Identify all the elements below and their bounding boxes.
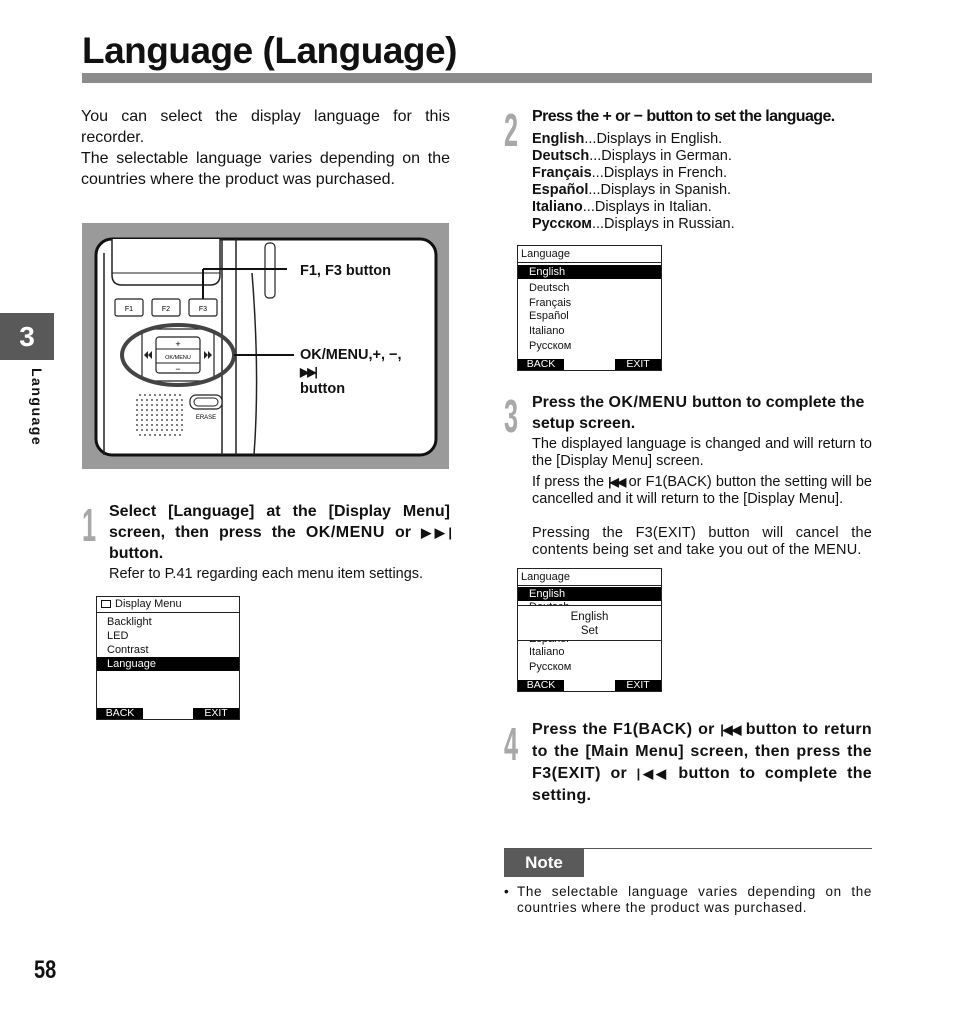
popup-language: English <box>570 611 609 623</box>
language-deutsch: Deutsch...Displays in German. <box>532 148 732 164</box>
f1-label: F1 <box>124 306 134 313</box>
step-3-heading: Press the OK/MENU button to complete the setup screen. <box>532 394 865 432</box>
minus-icon: − <box>633 108 643 125</box>
minus-label: − <box>175 364 181 374</box>
display-menu-screen <box>96 596 240 720</box>
note-body: The selectable language varies depending on the countries where the product was purchased. <box>517 884 872 915</box>
lang-option-italiano: Italiano <box>529 646 565 658</box>
title-divider <box>82 73 872 83</box>
screen-header: Display Menu <box>97 597 239 613</box>
step-1-number: 1 <box>82 499 97 551</box>
step-4-number: 4 <box>504 718 519 770</box>
lang-option-russian: Русском <box>529 661 572 673</box>
popup-set: Set <box>580 625 599 637</box>
language-francais: Français...Displays in French. <box>532 165 728 181</box>
f3-label: F3 <box>198 306 208 313</box>
ok-menu-label: OK/MENU <box>165 355 191 361</box>
erase-label: ERASE <box>195 415 217 421</box>
step-2-number: 2 <box>504 104 519 156</box>
recorder-drawing <box>82 223 449 469</box>
step-1-heading: Select [Language] at the [Display Menu] screen, then press the OK/MENU or ▶▶| button. <box>109 503 450 562</box>
lang-option-italiano: Italiano <box>529 325 565 337</box>
language-list <box>532 131 872 233</box>
language-italiano: Italiano...Displays in Italian. <box>532 199 712 215</box>
language-espanol: Español...Displays in Spanish. <box>532 182 732 198</box>
f2-label: F2 <box>161 306 171 313</box>
lang-option-english: English <box>518 587 661 601</box>
back-softkey: BACK <box>518 359 564 370</box>
monitor-icon <box>101 600 111 608</box>
language-set-screen <box>517 568 662 692</box>
exit-softkey: EXIT <box>615 680 661 691</box>
step-1-note: Refer to P.41 regarding each menu item settings. <box>109 566 424 582</box>
menu-item-language: Language <box>97 657 239 671</box>
exit-softkey: EXIT <box>193 708 239 719</box>
set-confirmation-popup <box>518 605 661 641</box>
intro-paragraph-2: The selectable language varies depending on the countries where the product was purchased. <box>81 150 450 188</box>
page-number: 58 <box>34 956 57 984</box>
step-2-heading: Press the + or − button to set the language. <box>532 108 835 125</box>
device-illustration <box>82 223 449 469</box>
f3-exit-key: F3(EXIT) <box>532 765 601 782</box>
exit-softkey: EXIT <box>615 359 661 370</box>
chapter-tab: 3 <box>0 313 54 360</box>
menu-item-contrast: Contrast <box>107 644 149 656</box>
step-3-text-3: Pressing the F3(EXIT) button will cancel the contents being set and take you out of the MENU. <box>532 525 872 558</box>
lang-option-deutsch: Deutsch <box>529 282 570 294</box>
chapter-label: Language <box>29 368 45 447</box>
language-screen <box>517 245 662 371</box>
note-text <box>504 884 872 916</box>
ok-menu-key: OK/MENU <box>305 524 385 541</box>
back-softkey: BACK <box>97 708 143 719</box>
lang-option-english: English <box>518 265 661 279</box>
intro-paragraph-1: You can select the display language for this recorder. <box>81 108 450 146</box>
fast-forward-icon: ▶▶| <box>421 525 450 540</box>
skip-back-icon: |◀◀ <box>636 766 669 781</box>
skip-back-icon: |◀◀ <box>720 722 741 737</box>
fast-forward-icon: ▶▶| <box>300 365 316 379</box>
language-english: English...Displays in English. <box>532 131 723 147</box>
plus-icon: + <box>602 108 612 125</box>
menu-item-backlight: Backlight <box>107 616 152 628</box>
screen-header: Language <box>518 246 661 263</box>
screen-header: Language <box>518 569 661 586</box>
language-russian: Русском...Displays in Russian. <box>532 216 735 232</box>
callout-ok-menu <box>300 347 402 398</box>
lang-option-russian: Русском <box>529 340 572 352</box>
lang-option-espanol: Español <box>529 310 569 322</box>
skip-back-icon: |◀◀ <box>608 475 625 489</box>
lang-option-francais: Français <box>529 297 572 309</box>
back-softkey: BACK <box>518 680 564 691</box>
menu-item-led: LED <box>107 630 129 642</box>
bullet: • <box>504 884 509 899</box>
callout-f1-f3: F1, F3 button <box>300 263 392 279</box>
callout-ok-line1: OK/MENU, <box>300 347 373 363</box>
callout-ok-line3: button <box>300 381 346 397</box>
ok-menu-key: OK/MENU <box>608 394 688 411</box>
plus-label: + <box>175 339 181 349</box>
step-3-number: 3 <box>504 390 519 442</box>
f1-back-key: F1(BACK) <box>613 721 693 738</box>
step-3-text-1: The displayed language is changed and will return to the [Display Menu] screen. <box>532 436 872 469</box>
page-title: Language (Language) <box>82 30 457 71</box>
callout-plus-minus: +, −, <box>372 347 402 363</box>
note-badge: Note <box>504 849 584 877</box>
step-3-text-2: If press the |◀◀ or F1(BACK) button the setting will be cancelled and it will return to the [Display Menu]. <box>532 474 872 507</box>
intro-text <box>81 106 450 190</box>
step-4-heading: Press the F1(BACK) or |◀◀ button to return to the [Main Menu] screen, then press the F3(EXIT) or |◀◀ button to complete the setting. <box>532 721 873 804</box>
